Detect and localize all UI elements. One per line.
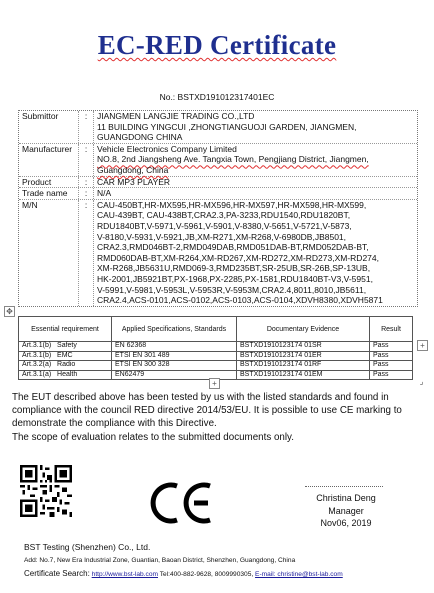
- website-link[interactable]: http://www.bst-lab.com: [91, 571, 158, 578]
- submittor-row: Submittor : JIANGMEN LANGJIE TRADING CO.,LTD 11 BUILDING YINGCUI ,ZHONGTIANGUOJI GARDEN, JIANGMEN, GUANGDONG CHINA: [19, 111, 417, 144]
- cert-no-label: No.:: [159, 92, 176, 102]
- info-table: [18, 110, 418, 307]
- submittor-label: Submittor: [22, 111, 59, 121]
- table-row: [19, 361, 413, 371]
- signature-line: [305, 486, 383, 487]
- compliance-statement: [12, 391, 424, 444]
- header-result: Result: [370, 317, 413, 342]
- result-cell: Pass: [370, 351, 413, 361]
- standards-table: [18, 316, 413, 380]
- table-resize-handle-icon[interactable]: ⌟: [419, 377, 424, 386]
- product-value: CAR MP3 PLAYER: [97, 176, 171, 187]
- product-row: Product : CAR MP3 PLAYER: [19, 177, 417, 189]
- table-row: [19, 342, 413, 352]
- evidence-cell: BSTXD1910123174 01ER: [237, 351, 370, 361]
- manufacturer-row: Manufacturer : Vehicle Electronics Company Limited NO.8, 2nd Jiangsheng Ave. Tangxia Town, Pengjiang District, Jiangmen, Guangdong, China: [19, 144, 417, 177]
- header-applied-specifications: Applied Specifications, Standards: [112, 317, 237, 342]
- evidence-cell: BSTXD1910123174 01SR: [237, 342, 370, 352]
- cert-no-value: BSTXD191012317401EC: [177, 92, 275, 102]
- cert-search-label: Certificate Search:: [24, 569, 90, 578]
- model-number-label: M/N: [22, 199, 38, 210]
- table-row: [19, 351, 413, 361]
- model-list-line: XM-R268,JB5631U,RMD069-3,RMD235BT,SR-25UB,SR-26B,SP-13UB,: [97, 263, 371, 274]
- statement-line: demonstrate the compliance with this Directive.: [12, 418, 217, 430]
- header-essential-requirement: Essential requirement: [19, 317, 112, 342]
- statement-line: compliance with the council RED directive 2014/53/EU. It is possible to use CE marking to: [12, 405, 402, 417]
- submittor-address-1: 11 BUILDING YINGCUI ,ZHONGTIANGUOJI GARDEN, JIANGMEN,: [97, 121, 357, 132]
- statement-line: The EUT described above has been tested by us with the listed standards and found in: [12, 392, 389, 403]
- spec-cell: ETSI EN 301 489: [112, 351, 237, 361]
- manufacturer-name: Vehicle Electronics Company Limited: [97, 143, 237, 154]
- result-cell: Pass: [370, 370, 413, 380]
- spec-cell: EN62479: [112, 370, 237, 380]
- model-list-line: HK-2001,JB5921BT,PX-1968,PX-2285,PX-1581,RDU1840BT-V3,V-5951,: [97, 273, 373, 284]
- requirement-article: Art.3.1(a): [22, 370, 52, 378]
- model-number-row: M/N : CAU-450BT,HR-MX595,HR-MX596,HR-MX597,HR-MX598,HR-MX599, CAU-439BT, CAU-438BT,CRA2.3,PA-3233,RDU1540,RDU1820BT, RDU1840BT,V-5971,V-5961,V-5901,V-8380,V-5651,V-5721,V-5873, V-8180,V-5931,V-5921,JB,XM-R271,XM-R268,V-6980DB,JB8501, CRA2.3,RMD046BT-2,RMD049DAB,RMD051DAB-BT,RMD052DAB-BT, RMD060DAB-BT,XM-R264,XM-RD267,XM-RD272,XM-RD273,XM-RD274, XM-R268,JB5631U,RMD069-3,RMD235BT,SR-25UB,SR-26B,SP-13UB, HK-2001,JB5921BT,PX-1968,PX-2285,PX-1581,RDU1840BT-V3,V-5951, V-5991,V-5981,V-5953L,V-5953R,V-5953M,CRA2.4,8011,8010,JB5611, CRA2.4,ACS-0101,ACS-0102,ACS-0103,ACS-0104,XDVH8380,XDVH5871: [19, 200, 417, 306]
- result-cell: Pass: [370, 361, 413, 371]
- product-label: Product: [22, 176, 52, 187]
- evidence-cell: BSTXD1910123174 01EM: [237, 370, 370, 380]
- model-list-line: CAU-450BT,HR-MX595,HR-MX596,HR-MX597,HR-MX598,HR-MX599,: [97, 199, 367, 210]
- add-column-plus-icon[interactable]: +: [417, 340, 428, 351]
- requirement-article: Art.3.1(b): [22, 342, 52, 349]
- requirement-article: Art.3.2(a): [22, 361, 52, 369]
- submittor-name: JIANGMEN LANGJIE TRADING CO.,LTD: [97, 111, 255, 121]
- title-text: EC-RED Certificate: [97, 30, 337, 60]
- result-cell: Pass: [370, 342, 413, 352]
- manufacturer-label: Manufacturer: [22, 143, 73, 154]
- model-list-line: RMD060DAB-BT,XM-R264,XM-RD267,XM-RD272,XM-RD273,XM-RD274,: [97, 252, 379, 263]
- model-list-line: CAU-439BT, CAU-438BT,CRA2.3,PA-3233,RDU1540,RDU1820BT,: [97, 210, 351, 221]
- model-list-line: V-8180,V-5931,V-5921,JB,XM-R271,XM-R268,V-6980DB,JB8501,: [97, 231, 347, 242]
- signatory-title: Manager: [328, 505, 364, 516]
- statement-line: The scope of evaluation relates to the submitted documents only.: [12, 431, 294, 443]
- requirement-item: Radio: [57, 361, 76, 369]
- requirement-item: Safety: [57, 342, 77, 349]
- model-list-line: V-5991,V-5981,V-5953L,V-5953R,V-5953M,CRA2.4,8011,8010,JB5611,: [97, 284, 367, 295]
- requirement-article: Art.3.1(b): [22, 351, 52, 359]
- requirement-item: Health: [57, 370, 78, 378]
- signatory-block: [300, 492, 392, 530]
- certificate-number: [0, 92, 434, 102]
- add-row-plus-icon[interactable]: +: [209, 378, 220, 389]
- manufacturer-address-1: NO.8, 2nd Jiangsheng Ave. Tangxia Town, Pengjiang District, Jiangmen,: [97, 154, 369, 165]
- qr-code: [20, 465, 72, 517]
- telephone: Tel:400-882-9628, 8009990305,: [159, 571, 254, 578]
- evidence-cell: BSTXD1910123174 01RF: [237, 361, 370, 371]
- trade-name-label: Trade name: [22, 188, 68, 199]
- submittor-address-2: GUANGDONG CHINA: [97, 132, 183, 143]
- requirement-item: EMC: [57, 351, 73, 359]
- spec-cell: EN 62368: [112, 342, 237, 352]
- signatory-name: Christina Deng: [316, 493, 376, 503]
- manufacturer-address-2: Guangdong, China: [97, 164, 169, 175]
- table-move-handle-icon[interactable]: ✥: [4, 306, 15, 317]
- trade-name-row: Trade name : N/A: [19, 188, 417, 200]
- trade-name-value: N/A: [97, 188, 112, 199]
- ce-mark-icon: [150, 480, 214, 526]
- model-list-line: CRA2.4,ACS-0101,ACS-0102,ACS-0103,ACS-0104,XDVH8380,XDVH5871: [97, 295, 383, 306]
- company-name: BST Testing (Shenzhen) Co., Ltd.: [24, 542, 151, 552]
- email-link[interactable]: E-mail: christine@bst-lab.com: [255, 571, 343, 578]
- certificate-title: [0, 30, 434, 61]
- signatory-date: Nov06, 2019: [320, 518, 372, 528]
- footer: [24, 541, 343, 581]
- header-documentary-evidence: Documentary Evidence: [237, 317, 370, 342]
- model-list-line: RDU1840BT,V-5971,V-5961,V-5901,V-8380,V-5651,V-5721,V-5873,: [97, 220, 352, 231]
- spec-cell: ETSI EN 300 328: [112, 361, 237, 371]
- model-list-line: CRA2.3,RMD046BT-2,RMD049DAB,RMD051DAB-BT,RMD052DAB-BT,: [97, 242, 369, 253]
- company-address: Add: No.7, New Era Industrial Zone, Guantian, Baoan District, Shenzhen, Guangdong, China: [24, 557, 296, 564]
